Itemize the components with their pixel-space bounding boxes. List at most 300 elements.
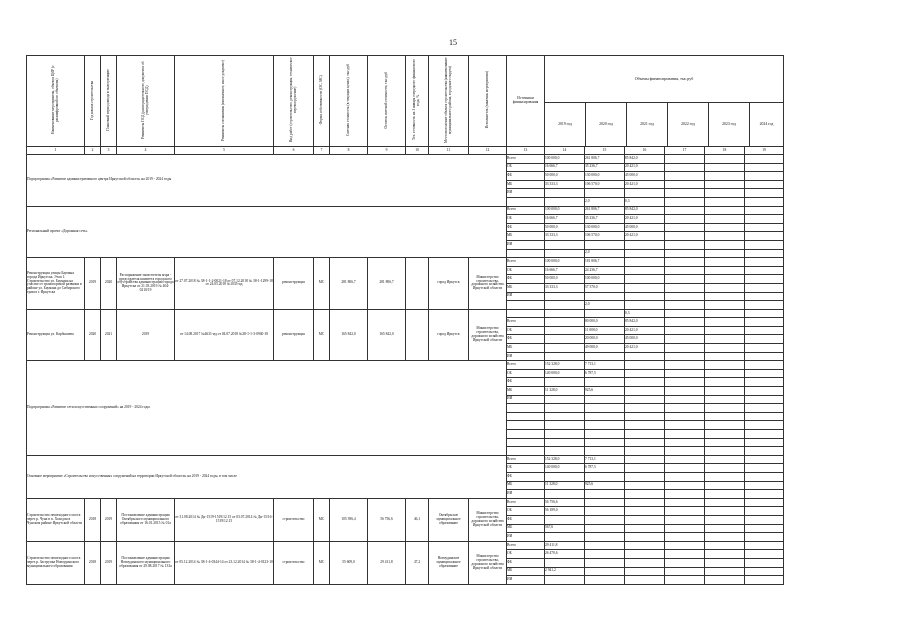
value-cell: [705, 309, 745, 318]
funding-source: ИИ: [507, 240, 545, 249]
value-cell: [705, 369, 745, 378]
value-cell: [625, 240, 665, 249]
funding-source: [507, 447, 545, 456]
value-cell: 140 000,0: [545, 369, 585, 378]
col-number: 18: [705, 147, 745, 155]
value-cell: [665, 240, 705, 249]
value-cell: 100 000,0: [545, 206, 585, 215]
value-cell: [545, 240, 585, 249]
funding-source: МБ: [507, 387, 545, 396]
value-cell: [625, 524, 665, 533]
readiness: [406, 309, 429, 361]
value-cell: [545, 249, 585, 258]
object-name: Строительство пешеходного моста через р. Чуна в п. Хоходон в Чунском районе Иркутской области: [27, 498, 85, 541]
value-cell: [745, 275, 784, 284]
value-cell: 20 421,0: [625, 232, 665, 241]
value-cell: [545, 404, 585, 413]
value-cell: [585, 472, 625, 481]
value-cell: [745, 197, 784, 206]
col-number: 10: [406, 147, 429, 155]
funding-source: [507, 412, 545, 421]
value-cell: [705, 215, 745, 224]
value-cell: 85 842,0: [625, 318, 665, 327]
value-cell: [705, 490, 745, 499]
value-cell: [705, 326, 745, 335]
value-cell: [705, 447, 745, 456]
value-cell: [665, 318, 705, 327]
start-year: 2020: [85, 309, 101, 361]
col-header: Наименование мероприятия, объекта ЦИР (с расшифровкой по объектам): [27, 56, 85, 147]
value-cell: [705, 464, 745, 473]
value-cell: [705, 524, 745, 533]
funding-source: ОБ: [507, 326, 545, 335]
end-year: 2021: [101, 309, 117, 361]
value-cell: [665, 369, 705, 378]
value-cell: 0,3: [625, 309, 665, 318]
value-cell: 50 000,0: [545, 275, 585, 284]
value-cell: [705, 249, 745, 258]
readiness: 46,1: [406, 498, 429, 541]
value-cell: 56 189,0: [545, 507, 585, 516]
value-cell: [745, 189, 784, 198]
start-year: 2019: [85, 258, 101, 310]
funding-source: МБ: [507, 283, 545, 292]
value-cell: [625, 533, 665, 542]
value-cell: 24 236,7: [585, 266, 625, 275]
value-cell: [745, 292, 784, 301]
remaining-cost: 56 756,6: [368, 498, 406, 541]
value-cell: [625, 507, 665, 516]
value-cell: [665, 515, 705, 524]
value-cell: [665, 155, 705, 164]
value-cell: [745, 223, 784, 232]
value-cell: [665, 438, 705, 447]
funding-source: ИИ: [507, 352, 545, 361]
col-header: Местоположение объекта строительства (наименование муниципального района, городского округа): [429, 56, 469, 147]
value-cell: [665, 335, 705, 344]
value-cell: [705, 558, 745, 567]
value-cell: [625, 498, 665, 507]
value-cell: [585, 292, 625, 301]
end-year: 2019: [101, 498, 117, 541]
value-cell: [585, 550, 625, 559]
col-number: 12: [469, 147, 507, 155]
value-cell: [625, 283, 665, 292]
value-cell: 11 328,0: [545, 387, 585, 396]
value-cell: 925,6: [585, 387, 625, 396]
value-cell: [705, 404, 745, 413]
value-cell: [745, 507, 784, 516]
value-cell: [545, 292, 585, 301]
value-cell: 20 421,0: [625, 344, 665, 353]
value-cell: [745, 318, 784, 327]
value-cell: [625, 576, 665, 585]
value-cell: [705, 172, 745, 181]
value-cell: [625, 258, 665, 267]
value-cell: 20 421,0: [625, 180, 665, 189]
funding-source: Всего: [507, 318, 545, 327]
value-cell: 6 787,5: [585, 369, 625, 378]
value-cell: [745, 163, 784, 172]
value-cell: [665, 215, 705, 224]
value-cell: [745, 155, 784, 164]
value-cell: [545, 412, 585, 421]
value-cell: [705, 189, 745, 198]
value-cell: [745, 309, 784, 318]
value-cell: [705, 412, 745, 421]
funding-source: Всего: [507, 258, 545, 267]
funding-source: ФБ: [507, 335, 545, 344]
col-number: 6: [274, 147, 314, 155]
col-number: 15: [585, 147, 625, 155]
value-cell: 2,0: [585, 301, 625, 310]
value-cell: 33 333,3: [545, 232, 585, 241]
value-cell: [585, 438, 625, 447]
value-cell: [705, 275, 745, 284]
value-cell: [665, 472, 705, 481]
funding-source: ИИ: [507, 533, 545, 542]
value-cell: [665, 541, 705, 550]
funding-source: Всего: [507, 498, 545, 507]
value-cell: [745, 283, 784, 292]
value-cell: 26 470,6: [545, 550, 585, 559]
value-cell: [745, 430, 784, 439]
funding-source: Всего: [507, 155, 545, 164]
value-cell: [545, 533, 585, 542]
value-cell: [545, 189, 585, 198]
value-cell: 85 842,0: [625, 155, 665, 164]
location: Новоудинское муниципальное образование: [429, 541, 469, 584]
value-cell: [745, 447, 784, 456]
value-cell: [625, 292, 665, 301]
value-cell: [745, 206, 784, 215]
value-cell: [705, 541, 745, 550]
value-cell: [625, 567, 665, 576]
value-cell: 100 000,0: [545, 258, 585, 267]
value-cell: [665, 524, 705, 533]
value-cell: 20 421,0: [625, 326, 665, 335]
col-number: 19: [745, 147, 784, 155]
value-cell: [745, 395, 784, 404]
value-cell: [745, 533, 784, 542]
end-year: 2019: [101, 541, 117, 584]
value-cell: [585, 533, 625, 542]
value-cell: [665, 395, 705, 404]
value-cell: [585, 189, 625, 198]
value-cell: [705, 576, 745, 585]
year-label: 2022 год: [668, 103, 709, 146]
col-header: Форма собственности (ОС, МС): [314, 56, 330, 147]
value-cell: [545, 472, 585, 481]
value-cell: [625, 421, 665, 430]
table-row: [27, 206, 784, 215]
value-cell: [745, 258, 784, 267]
year-label: 2020 год: [586, 103, 627, 146]
work-type: строительство: [274, 498, 314, 541]
value-cell: [545, 301, 585, 310]
agreement: от 05.12.2014 № 38-1-4-0344-14 от 23.12.2014 № 38-1-4-0123-10: [175, 541, 274, 584]
value-cell: [705, 567, 745, 576]
value-cell: [705, 481, 745, 490]
value-cell: [745, 498, 784, 507]
value-cell: [585, 541, 625, 550]
value-cell: [625, 369, 665, 378]
value-cell: 45 000,0: [625, 335, 665, 344]
value-cell: [625, 301, 665, 310]
col-header: Источники финансирования: [507, 56, 545, 147]
value-cell: [745, 438, 784, 447]
value-cell: 6 787,5: [585, 464, 625, 473]
value-cell: [665, 378, 705, 387]
ownership: МС: [314, 541, 330, 584]
value-cell: [665, 412, 705, 421]
funding-source: ФБ: [507, 558, 545, 567]
value-cell: [705, 438, 745, 447]
value-cell: [545, 344, 585, 353]
value-cell: [665, 447, 705, 456]
executor: Министерство строительства, дорожного хозяйства Иркутской области: [469, 309, 507, 361]
value-cell: [705, 515, 745, 524]
funding-source: МБ: [507, 567, 545, 576]
value-cell: [705, 361, 745, 370]
value-cell: [625, 464, 665, 473]
value-cell: [625, 541, 665, 550]
value-cell: 152 328,0: [545, 361, 585, 370]
funding-source: Всего: [507, 455, 545, 464]
col-number: 3: [101, 147, 117, 155]
executor: Министерство строительства, дорожного хозяйства Иркутской области: [469, 541, 507, 584]
col-header: Год начала строительства: [85, 56, 101, 147]
value-cell: 16 666,7: [545, 163, 585, 172]
value-cell: [545, 438, 585, 447]
funding-source: ФБ: [507, 223, 545, 232]
value-cell: 261 806,7: [585, 155, 625, 164]
value-cell: [745, 326, 784, 335]
value-cell: [665, 266, 705, 275]
value-cell: 33 333,3: [545, 283, 585, 292]
value-cell: [665, 232, 705, 241]
value-cell: [745, 266, 784, 275]
value-cell: [625, 515, 665, 524]
col-number: 14: [545, 147, 585, 155]
funding-source: ОБ: [507, 266, 545, 275]
year-label: 2021 год: [627, 103, 668, 146]
value-cell: 16 666,7: [545, 215, 585, 224]
funding-source: ОБ: [507, 464, 545, 473]
value-cell: [625, 455, 665, 464]
funding-source: ИИ: [507, 189, 545, 198]
table-row: [27, 498, 784, 507]
value-cell: [545, 490, 585, 499]
value-cell: [705, 507, 745, 516]
value-cell: [665, 163, 705, 172]
value-cell: 11 328,0: [545, 481, 585, 490]
value-cell: [705, 197, 745, 206]
value-cell: [665, 550, 705, 559]
end-year: 2020: [101, 258, 117, 310]
value-cell: 181 806,7: [585, 258, 625, 267]
value-cell: [705, 430, 745, 439]
value-cell: [545, 430, 585, 439]
value-cell: [625, 430, 665, 439]
funding-source: ОБ: [507, 550, 545, 559]
value-cell: [705, 223, 745, 232]
value-cell: [705, 395, 745, 404]
value-cell: [625, 249, 665, 258]
value-cell: [545, 309, 585, 318]
value-cell: [705, 352, 745, 361]
value-cell: [745, 541, 784, 550]
value-cell: [625, 387, 665, 396]
value-cell: [705, 258, 745, 267]
funding-source: ФБ: [507, 378, 545, 387]
value-cell: [585, 395, 625, 404]
value-cell: 2 941,2: [545, 567, 585, 576]
funding-source: [507, 421, 545, 430]
value-cell: [585, 498, 625, 507]
value-cell: 45 000,0: [625, 223, 665, 232]
table-row: [27, 258, 784, 267]
value-cell: 2,0: [585, 197, 625, 206]
value-cell: [745, 421, 784, 430]
value-cell: 50 000,0: [545, 172, 585, 181]
year-label: 2023 год: [709, 103, 750, 146]
value-cell: [665, 309, 705, 318]
value-cell: [705, 498, 745, 507]
funding-source: ИИ: [507, 576, 545, 585]
year-label: 2024 год: [759, 122, 774, 127]
value-cell: 140 000,0: [545, 464, 585, 473]
value-cell: [625, 275, 665, 284]
value-cell: [665, 576, 705, 585]
funding-source: МБ: [507, 524, 545, 533]
table-row: [27, 541, 784, 550]
value-cell: 130 000,0: [585, 223, 625, 232]
funding-header: [545, 56, 784, 147]
value-cell: [545, 378, 585, 387]
value-cell: [665, 206, 705, 215]
col-number: 1: [27, 147, 85, 155]
value-cell: [705, 344, 745, 353]
value-cell: [665, 197, 705, 206]
value-cell: 85 842,0: [625, 206, 665, 215]
value-cell: [585, 507, 625, 516]
funding-source: ФБ: [507, 172, 545, 181]
value-cell: [705, 180, 745, 189]
value-cell: [705, 378, 745, 387]
value-cell: 49 000,0: [585, 344, 625, 353]
value-cell: [585, 515, 625, 524]
value-cell: 2,0: [585, 249, 625, 258]
psd-document: Постановление администрации Новоудинского муниципального образования от 29.08.2017 № 133а: [117, 541, 175, 584]
funding-source: [507, 197, 545, 206]
value-cell: 152 328,0: [545, 455, 585, 464]
value-cell: [705, 206, 745, 215]
value-cell: [585, 378, 625, 387]
funding-source: Всего: [507, 361, 545, 370]
funding-source: ОБ: [507, 369, 545, 378]
value-cell: [625, 472, 665, 481]
value-cell: [665, 352, 705, 361]
estimated-cost: 55 609,0: [330, 541, 368, 584]
col-number: 13: [507, 147, 545, 155]
value-cell: [665, 464, 705, 473]
value-cell: [705, 318, 745, 327]
value-cell: [585, 558, 625, 567]
executor: Министерство строительства, дорожного хозяйства Иркутской области: [469, 498, 507, 541]
funding-source: [507, 249, 545, 258]
value-cell: [545, 352, 585, 361]
value-cell: 20 421,0: [625, 163, 665, 172]
value-cell: [585, 309, 625, 318]
value-cell: [545, 421, 585, 430]
value-cell: [665, 430, 705, 439]
value-cell: 16 666,7: [545, 266, 585, 275]
value-cell: [585, 447, 625, 456]
col-number: 5: [175, 147, 274, 155]
value-cell: [665, 292, 705, 301]
funding-source: ИИ: [507, 395, 545, 404]
value-cell: [705, 533, 745, 542]
col-header: Исполнитель (заказчик мероприятия): [469, 56, 507, 147]
value-cell: [585, 430, 625, 439]
object-name: Реконструкция улицы Баумана города Иркутска. Этап 1. Строительство ул. Баумана на участке от транспортной развязки в районе ул. Баумана до Сибирского тракта г. Иркутска: [27, 258, 85, 310]
funding-source: Всего: [507, 206, 545, 215]
table-row: [27, 155, 784, 164]
funding-source: [507, 438, 545, 447]
funding-source: МБ: [507, 180, 545, 189]
col-number: 7: [314, 147, 330, 155]
value-cell: 100 000,0: [585, 275, 625, 284]
col-header: Остаток сметной стоимости, тыс.руб: [368, 56, 406, 147]
value-cell: [625, 361, 665, 370]
value-cell: [665, 455, 705, 464]
value-cell: 35 236,7: [585, 163, 625, 172]
object-name: Строительство пешеходного моста через р. Заструпка Новоудинского муниципального образования: [27, 541, 85, 584]
value-cell: [585, 412, 625, 421]
object-name: Реконструкция ул. Карбышева: [27, 309, 85, 361]
value-cell: 11 000,0: [585, 326, 625, 335]
value-cell: [545, 197, 585, 206]
value-cell: [745, 232, 784, 241]
remaining-cost: 281 806,7: [368, 258, 406, 310]
funding-source: МБ: [507, 481, 545, 490]
funding-source: ОБ: [507, 215, 545, 224]
location: Октябрьское муниципальное образование: [429, 498, 469, 541]
table-row: [27, 361, 784, 370]
location: город Иркутск: [429, 309, 469, 361]
table-row: [27, 455, 784, 464]
value-cell: [745, 335, 784, 344]
funding-source: ФБ: [507, 472, 545, 481]
value-cell: [625, 404, 665, 413]
value-cell: [585, 404, 625, 413]
value-cell: [585, 576, 625, 585]
col-number: 16: [625, 147, 665, 155]
work-type: реконструкция: [274, 258, 314, 310]
col-header: Вид работ (строительство, реконструкция, техническое перевооружение): [274, 56, 314, 147]
psd-document: 2019: [117, 309, 175, 361]
value-cell: [745, 524, 784, 533]
value-cell: [665, 180, 705, 189]
value-cell: [705, 292, 745, 301]
psd-document: Распоряжение заместителя мэра - председателя комитета городского обустройства администрации города Иркутска от 21.03.2019 № 404-0210/19: [117, 258, 175, 310]
value-cell: 20 421,0: [625, 215, 665, 224]
funding-source: МБ: [507, 344, 545, 353]
funding-source: [507, 430, 545, 439]
executor: Министерство строительства, дорожного хозяйства Иркутской области: [469, 258, 507, 310]
extra-row: [27, 309, 784, 318]
